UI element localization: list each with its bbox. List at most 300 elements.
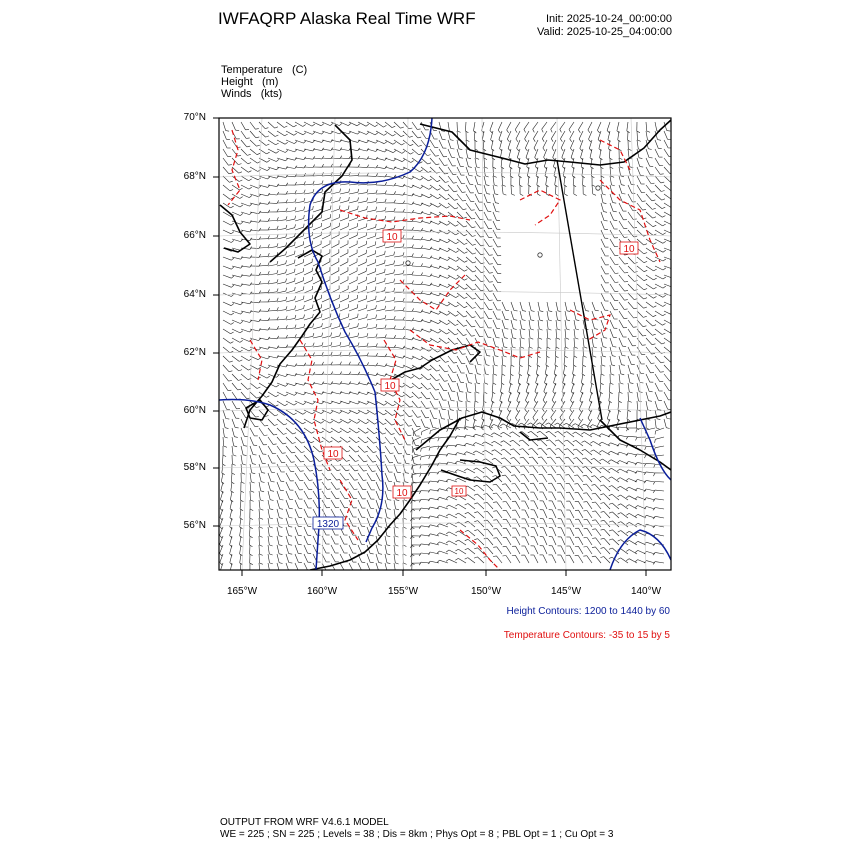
wind-barb-feather	[231, 276, 234, 278]
temp-contour-label: 10	[386, 232, 398, 243]
wind-barb-feather	[226, 419, 230, 420]
wind-barb-staff	[421, 284, 430, 286]
wind-barb-feather	[220, 526, 222, 529]
wind-barb-feather	[394, 270, 395, 273]
wind-barb-staff	[646, 561, 655, 563]
wind-barb-staff	[570, 528, 574, 536]
wind-barb-feather	[394, 261, 395, 264]
wind-barb-staff	[533, 474, 538, 482]
wind-barb-staff	[268, 491, 270, 500]
wind-barb-feather	[673, 267, 676, 269]
wind-barb-feather	[437, 360, 440, 361]
wind-barb-feather	[537, 423, 540, 425]
wind-barb-staff	[268, 464, 272, 472]
wind-barb-feather	[285, 142, 288, 144]
wind-barb-staff	[394, 329, 403, 330]
wind-barb-feather	[230, 572, 233, 574]
wind-barb-feather	[481, 272, 484, 273]
wind-barb-staff	[394, 122, 401, 128]
wind-barb-feather	[240, 205, 243, 207]
wind-barb-feather	[404, 572, 407, 573]
wind-barb-staff	[223, 221, 231, 225]
wind-barb-feather	[373, 461, 376, 462]
wind-barb-staff	[358, 536, 362, 544]
wind-barb-feather	[643, 209, 646, 210]
temp-contour-label: 10	[384, 381, 396, 392]
wind-barb-staff	[394, 527, 395, 536]
wind-barb-staff	[589, 140, 592, 149]
wind-barb-feather	[403, 235, 404, 238]
wind-barb-feather	[411, 376, 414, 378]
wind-barb-staff	[511, 329, 513, 338]
wind-barb-staff	[385, 185, 394, 186]
wind-barb-feather	[529, 466, 532, 467]
wind-barb-staff	[349, 428, 357, 433]
wind-barb-staff	[457, 194, 463, 201]
wind-barb-feather	[419, 517, 421, 520]
wind-barb-feather	[672, 240, 675, 242]
wind-barb-feather	[540, 311, 543, 312]
wind-barb-staff	[286, 491, 290, 499]
wind-barb-feather	[518, 423, 521, 425]
wind-barb-staff	[304, 419, 312, 424]
wind-barb-feather	[663, 286, 666, 288]
wind-barb-feather	[419, 397, 422, 398]
wind-barb-staff	[448, 194, 454, 200]
field-temperature: Temperature (C)	[221, 64, 308, 76]
wind-barb-staff	[561, 528, 565, 536]
wind-barb-feather	[618, 522, 621, 524]
wind-barb-staff	[349, 437, 356, 443]
wind-barb-staff	[331, 280, 339, 284]
wind-barb-feather	[493, 484, 496, 485]
wind-barb-staff	[664, 131, 668, 139]
wind-barb-staff	[457, 374, 461, 382]
wind-barb-feather	[270, 563, 273, 564]
wind-barb-feather	[295, 278, 296, 281]
wind-barb-staff	[655, 562, 664, 563]
wind-barb-staff	[295, 545, 298, 553]
wind-barb-feather	[412, 458, 413, 461]
wind-barb-feather	[394, 208, 395, 211]
wind-barb-feather	[339, 123, 342, 125]
wind-barb-staff	[349, 455, 355, 462]
wind-barb-staff	[313, 298, 321, 302]
wind-barb-feather	[592, 502, 596, 503]
wind-barb-feather	[394, 252, 395, 255]
wind-barb-staff	[295, 227, 304, 230]
wind-barb-staff	[358, 473, 363, 480]
wind-barb-staff	[376, 365, 385, 367]
wind-barb-staff	[403, 203, 412, 205]
wind-barb-staff	[466, 149, 468, 158]
wind-barb-staff	[487, 494, 493, 501]
wind-barb-feather	[595, 320, 598, 321]
wind-barb-staff	[430, 212, 438, 216]
wind-barb-feather	[295, 269, 296, 272]
wind-barb-feather	[322, 402, 325, 404]
wind-barb-feather	[610, 383, 613, 385]
wind-barb-feather	[521, 338, 524, 339]
wind-barb-staff	[277, 211, 286, 212]
wind-barb-feather	[464, 279, 467, 281]
wind-barb-staff	[286, 219, 295, 221]
wind-barb-feather	[383, 125, 386, 127]
wind-barb-feather	[671, 342, 674, 344]
wind-barb-staff	[484, 248, 489, 255]
wind-barb-feather	[260, 500, 263, 501]
wind-barb-feather	[437, 180, 440, 181]
wind-barb-feather	[592, 529, 595, 530]
wind-barb-feather	[657, 419, 660, 420]
wind-barb-staff	[610, 293, 615, 301]
wind-barb-staff	[628, 257, 634, 264]
wind-barb-staff	[485, 433, 493, 437]
wind-barb-feather	[275, 415, 278, 416]
wind-barb-feather	[330, 421, 333, 423]
wind-barb-feather	[548, 338, 551, 339]
wind-barb-feather	[662, 324, 665, 326]
wind-barb-staff	[555, 356, 556, 365]
wind-barb-feather	[367, 189, 368, 192]
wind-barb-staff	[412, 266, 421, 267]
wind-barb-staff	[637, 221, 643, 228]
wind-barb-staff	[367, 518, 370, 526]
wind-barb-feather	[295, 287, 296, 290]
wind-barb-staff	[475, 239, 481, 246]
wind-barb-feather	[560, 129, 562, 132]
wind-barb-feather	[385, 251, 386, 255]
wind-barb-feather	[543, 148, 545, 151]
wind-barb-staff	[552, 537, 556, 545]
wind-barb-feather	[286, 260, 287, 263]
wind-barb-feather	[464, 252, 467, 254]
wind-barb-staff	[349, 392, 358, 394]
wind-barb-staff	[376, 473, 380, 481]
wind-barb-staff	[529, 320, 530, 329]
wind-barb-feather	[318, 480, 321, 481]
wind-barb-staff	[259, 518, 260, 527]
wind-barb-feather	[578, 130, 580, 133]
wind-barb-feather	[525, 409, 527, 412]
wind-barb-staff	[498, 122, 502, 130]
wind-barb-staff	[637, 167, 640, 175]
wind-barb-feather	[376, 207, 377, 210]
wind-barb-feather	[248, 171, 251, 173]
wind-barb-feather	[473, 280, 476, 281]
wind-barb-staff	[637, 454, 646, 455]
wind-barb-staff	[322, 509, 326, 517]
wind-barb-feather	[465, 521, 468, 522]
wind-barb-feather	[437, 515, 440, 517]
wind-barb-feather	[653, 315, 656, 317]
wind-barb-feather	[248, 163, 251, 164]
wind-barb-staff	[448, 140, 451, 149]
wind-barb-feather	[304, 215, 305, 218]
wind-barb-feather	[301, 452, 304, 453]
wind-barb-staff	[358, 383, 367, 385]
wind-barb-feather	[304, 224, 305, 228]
wind-barb-feather	[279, 518, 282, 519]
wind-barb-feather	[489, 282, 493, 283]
wind-barb-feather	[638, 140, 641, 141]
wind-barb-staff	[628, 194, 632, 202]
wind-barb-feather	[573, 440, 576, 442]
wind-barb-staff	[576, 449, 583, 455]
wind-barb-staff	[322, 271, 330, 275]
wind-barb-staff	[412, 185, 420, 189]
wind-barb-feather	[592, 484, 595, 485]
wind-barb-feather	[322, 333, 323, 336]
wind-barb-feather	[574, 466, 577, 467]
wind-barb-feather	[427, 388, 430, 389]
wind-barb-staff	[578, 122, 583, 130]
wind-barb-feather	[502, 493, 505, 494]
wind-barb-staff	[304, 299, 312, 302]
wind-barb-staff	[304, 158, 313, 159]
wind-barb-feather	[340, 342, 341, 345]
wind-barb-staff	[564, 356, 565, 365]
wind-barb-staff	[610, 248, 615, 256]
wind-barb-staff	[466, 239, 472, 245]
wind-barb-staff	[421, 455, 430, 457]
wind-barb-feather	[446, 505, 449, 507]
wind-barb-feather	[477, 374, 481, 375]
wind-barb-staff	[277, 273, 286, 275]
wind-barb-feather	[396, 572, 399, 573]
wind-barb-feather	[594, 338, 597, 339]
wind-barb-feather	[455, 324, 458, 326]
wind-barb-staff	[541, 457, 547, 464]
wind-barb-staff	[304, 271, 312, 275]
wind-barb-staff	[286, 518, 289, 527]
wind-barb-staff	[286, 554, 289, 563]
wind-barb-staff	[232, 392, 237, 399]
wind-barb-staff	[385, 482, 388, 491]
wind-barb-feather	[285, 384, 288, 386]
wind-barb-feather	[613, 347, 617, 348]
wind-barb-staff	[331, 491, 336, 499]
wind-barb-feather	[502, 475, 506, 476]
wind-barb-staff	[497, 556, 503, 563]
wind-barb-staff	[502, 320, 505, 329]
wind-barb-staff	[268, 410, 275, 416]
wind-barb-staff	[430, 275, 439, 278]
wind-barb-staff	[493, 356, 494, 365]
wind-barb-staff	[544, 149, 547, 157]
wind-barb-staff	[223, 419, 225, 428]
wind-barb-feather	[396, 500, 399, 501]
wind-barb-feather	[609, 548, 612, 549]
wind-barb-staff	[259, 563, 260, 572]
wind-barb-staff	[556, 347, 557, 356]
wind-barb-staff	[277, 329, 286, 330]
wind-barb-feather	[268, 227, 270, 230]
wind-barb-staff	[475, 329, 480, 337]
wind-barb-feather	[456, 268, 459, 270]
wind-barb-staff	[295, 219, 304, 222]
wind-barb-feather	[417, 129, 420, 130]
wind-barb-feather	[631, 374, 634, 375]
wind-barb-feather	[459, 401, 462, 402]
wind-barb-feather	[546, 440, 549, 441]
wind-barb-staff	[223, 437, 224, 446]
wind-barb-staff	[240, 527, 241, 536]
wind-barb-feather	[603, 203, 606, 204]
wind-barb-feather	[474, 477, 477, 479]
model-info-line1: OUTPUT FROM WRF V4.6.1 MODEL	[220, 817, 389, 828]
wind-barb-staff	[637, 347, 642, 355]
wind-barb-staff	[570, 537, 574, 545]
wind-barb-feather	[503, 194, 506, 195]
wind-barb-staff	[534, 528, 538, 536]
wind-barb-feather	[330, 411, 333, 413]
wind-barb-staff	[516, 528, 520, 536]
wind-barb-staff	[628, 230, 634, 237]
wind-barb-feather	[529, 347, 532, 348]
wind-barb-feather	[442, 419, 445, 420]
wind-barb-feather	[609, 539, 612, 540]
wind-barb-feather	[400, 425, 403, 426]
wind-barb-feather	[590, 433, 593, 435]
wind-barb-feather	[586, 311, 589, 312]
wind-barb-staff	[295, 491, 299, 499]
wind-barb-feather	[592, 556, 595, 557]
wind-barb-feather	[628, 149, 631, 151]
wind-barb-staff	[259, 274, 268, 275]
wind-barb-staff	[268, 238, 277, 239]
wind-barb-staff	[385, 410, 392, 416]
wind-barb-staff	[448, 419, 449, 428]
wind-barb-staff	[412, 302, 421, 303]
wind-barb-staff	[295, 401, 303, 405]
wind-barb-staff	[430, 266, 439, 268]
wind-barb-staff	[286, 509, 289, 518]
wind-barb-staff	[525, 492, 529, 500]
wind-barb-feather	[240, 222, 243, 224]
wind-barb-staff	[664, 374, 670, 381]
wind-barb-staff	[394, 338, 403, 339]
wind-barb-staff	[529, 302, 531, 311]
wind-barb-feather	[240, 321, 243, 323]
wind-barb-feather	[339, 411, 342, 413]
wind-barb-staff	[628, 461, 637, 464]
wind-barb-staff	[295, 193, 304, 194]
lat-label: 58°N	[183, 462, 206, 473]
wind-barb-staff	[594, 467, 601, 473]
wind-barb-feather	[321, 124, 324, 126]
wind-barb-staff	[529, 329, 530, 338]
wind-barb-staff	[295, 437, 302, 443]
wind-barb-staff	[394, 410, 401, 416]
wind-barb-feather	[516, 409, 518, 412]
wind-barb-staff	[439, 239, 447, 243]
wind-barb-feather	[419, 562, 421, 565]
wind-barb-feather	[303, 125, 306, 127]
wind-barb-staff	[376, 122, 383, 127]
wind-barb-staff	[493, 266, 498, 274]
wind-barb-feather	[393, 151, 396, 153]
wind-barb-feather	[583, 493, 587, 494]
wind-barb-feather	[475, 149, 478, 151]
wind-barb-staff	[340, 235, 348, 239]
wind-barb-feather	[286, 297, 287, 300]
wind-barb-feather	[600, 468, 603, 470]
wind-barb-feather	[468, 392, 471, 393]
wind-barb-feather	[472, 218, 475, 219]
wind-barb-staff	[250, 230, 259, 231]
map-title: IWFAQRP Alaska Real Time WRF	[218, 9, 476, 28]
wind-barb-staff	[546, 176, 547, 185]
wind-barb-feather	[349, 333, 350, 336]
wind-barb-staff	[367, 437, 374, 443]
wind-barb-staff	[502, 356, 503, 365]
wind-barb-staff	[358, 280, 366, 284]
wind-barb-staff	[367, 227, 376, 230]
wind-barb-feather	[464, 297, 467, 299]
wind-barb-staff	[573, 356, 574, 365]
wind-barb-feather	[401, 135, 404, 136]
wind-barb-feather	[592, 493, 595, 494]
wind-barb-staff	[664, 392, 668, 400]
wind-barb-feather	[446, 190, 449, 191]
wind-barb-feather	[484, 547, 487, 548]
wind-barb-staff	[596, 529, 601, 536]
wind-barb-staff	[331, 346, 340, 348]
wind-barb-staff	[304, 210, 313, 213]
wind-barb-staff	[439, 140, 443, 148]
wind-barb-staff	[646, 489, 655, 491]
wind-barb-staff	[604, 511, 610, 518]
wind-barb-staff	[579, 510, 584, 518]
wind-barb-staff	[637, 471, 646, 473]
wind-barb-feather	[653, 217, 656, 218]
wind-barb-feather	[438, 222, 441, 224]
wind-barb-feather	[331, 189, 332, 192]
wind-barb-feather	[565, 475, 568, 476]
wind-barb-staff	[304, 236, 312, 240]
wind-barb-staff	[286, 545, 289, 554]
wind-barb-feather	[529, 448, 532, 449]
wind-barb-staff	[656, 428, 665, 431]
wind-barb-feather	[483, 149, 486, 151]
wind-barb-feather	[387, 563, 390, 564]
wind-barb-feather	[487, 194, 491, 195]
wind-barb-feather	[530, 329, 533, 330]
wind-barb-staff	[286, 536, 289, 545]
wind-barb-feather	[600, 503, 603, 504]
wind-barb-staff	[601, 185, 602, 194]
wind-barb-staff	[349, 244, 357, 248]
wind-barb-staff	[516, 537, 520, 545]
wind-barb-feather	[303, 133, 306, 135]
wind-barb-staff	[475, 185, 478, 193]
wind-barb-staff	[277, 291, 286, 293]
wind-barb-feather	[524, 418, 526, 421]
wind-barb-staff	[536, 365, 538, 374]
wind-barb-staff	[304, 500, 308, 508]
wind-barb-feather	[340, 197, 341, 201]
wind-barb-staff	[232, 410, 236, 418]
wind-barb-staff	[277, 428, 283, 434]
wind-barb-staff	[223, 230, 231, 234]
wind-barb-staff	[554, 374, 557, 383]
wind-barb-feather	[544, 157, 546, 160]
wind-barb-staff	[457, 203, 463, 210]
wind-barb-staff	[506, 546, 511, 554]
wind-barb-staff	[637, 401, 638, 410]
wind-barb-feather	[582, 467, 585, 468]
